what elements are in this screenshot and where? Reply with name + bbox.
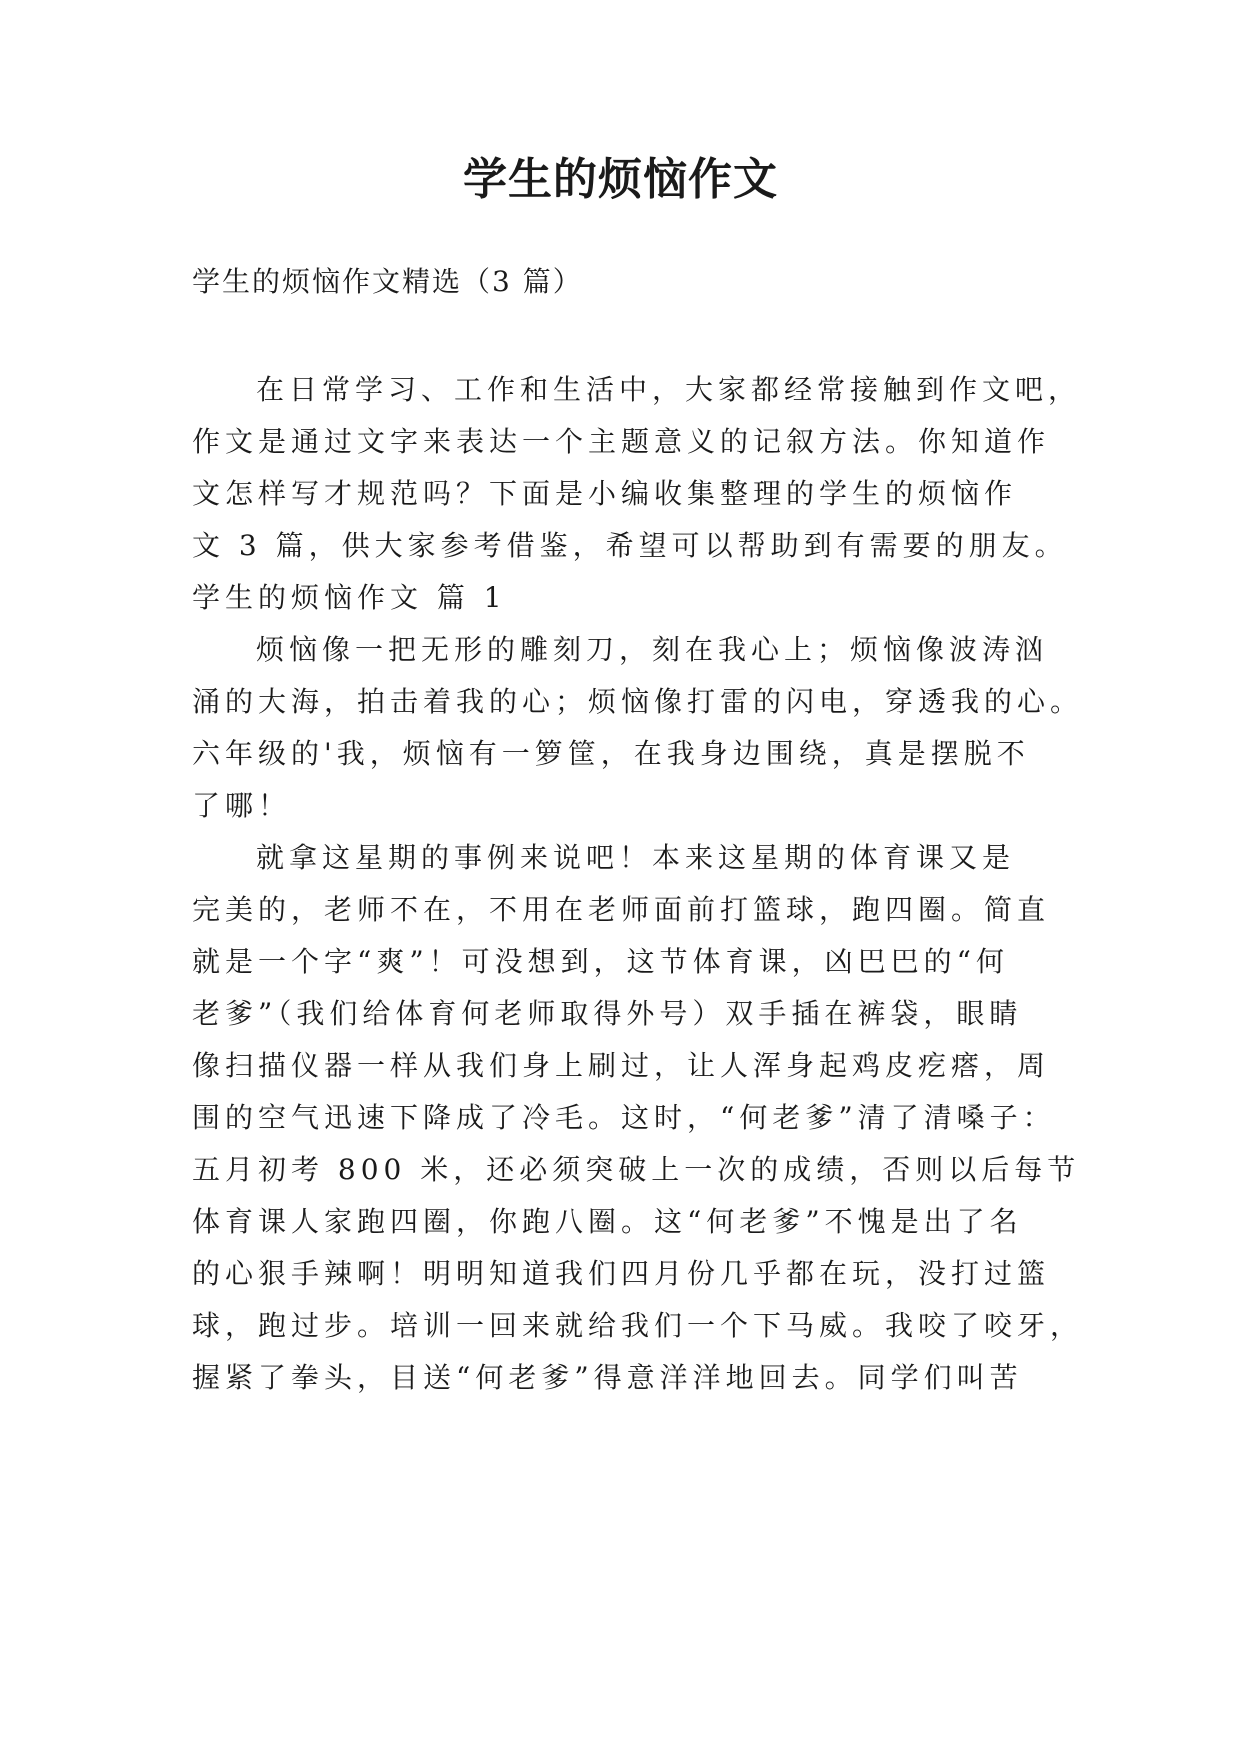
text-line-14: 像扫描仪器一样从我们身上刷过，让人浑身起鸡皮疙瘩，周 [192,1049,1051,1082]
text-line-4: 文 3 篇，供大家参考借鉴，希望可以帮助到有需要的朋友。 [192,529,1068,562]
text-line-7: 涌的大海，拍击着我的心；烦恼像打雷的闪电，穿透我的心。 [192,685,1084,718]
text-line-17: 体育课人家跑四圈，你跑八圈。这“何老爹”不愧是出了名 [192,1205,1023,1238]
text-line-19: 球，跑过步。培训一回来就给我们一个下马威。我咬了咬牙， [192,1309,1084,1342]
text-line-10: 就拿这星期的事例来说吧！本来这星期的体育课又是 [256,841,1016,874]
text-line-6: 烦恼像一把无形的雕刻刀，刻在我心上；烦恼像波涛汹 [256,633,1049,666]
text-line-20: 握紧了拳头，目送“何老爹”得意洋洋地回去。同学们叫苦 [192,1361,1023,1394]
text-line-12: 就是一个字“爽”！可没想到，这节体育课，凶巴巴的“何 [192,945,1009,978]
text-line-1: 在日常学习、工作和生活中，大家都经常接触到作文吧， [256,373,1082,406]
document-title: 学生的烦恼作文 [463,154,778,205]
text-line-9: 了哪！ [192,789,292,822]
text-line-11: 完美的，老师不在，不用在老师面前打篮球，跑四圈。简直 [192,893,1051,926]
text-line-8: 六年级的'我，烦恼有一箩筐，在我身边围绕，真是摆脱不 [192,737,1030,770]
document-subtitle: 学生的烦恼作文精选（3 篇） [192,265,583,298]
text-line-13: 老爹”（我们给体育何老师取得外号）双手插在裤袋，眼睛 [192,997,1023,1030]
text-line-16: 五月初考 800 米，还必须突破上一次的成绩，否则以后每节 [192,1153,1081,1186]
text-line-2: 作文是通过文字来表达一个主题意义的记叙方法。你知道作 [192,425,1051,458]
text-line-15: 围的空气迅速下降成了冷毛。这时，“何老爹”清了清嗓子： [192,1101,1056,1134]
section-heading: 学生的烦恼作文 篇 1 [192,581,507,614]
text-line-3: 文怎样写才规范吗？下面是小编收集整理的学生的烦恼作 [192,477,1018,510]
text-line-18: 的心狠手辣啊！明明知道我们四月份几乎都在玩，没打过篮 [192,1257,1051,1290]
